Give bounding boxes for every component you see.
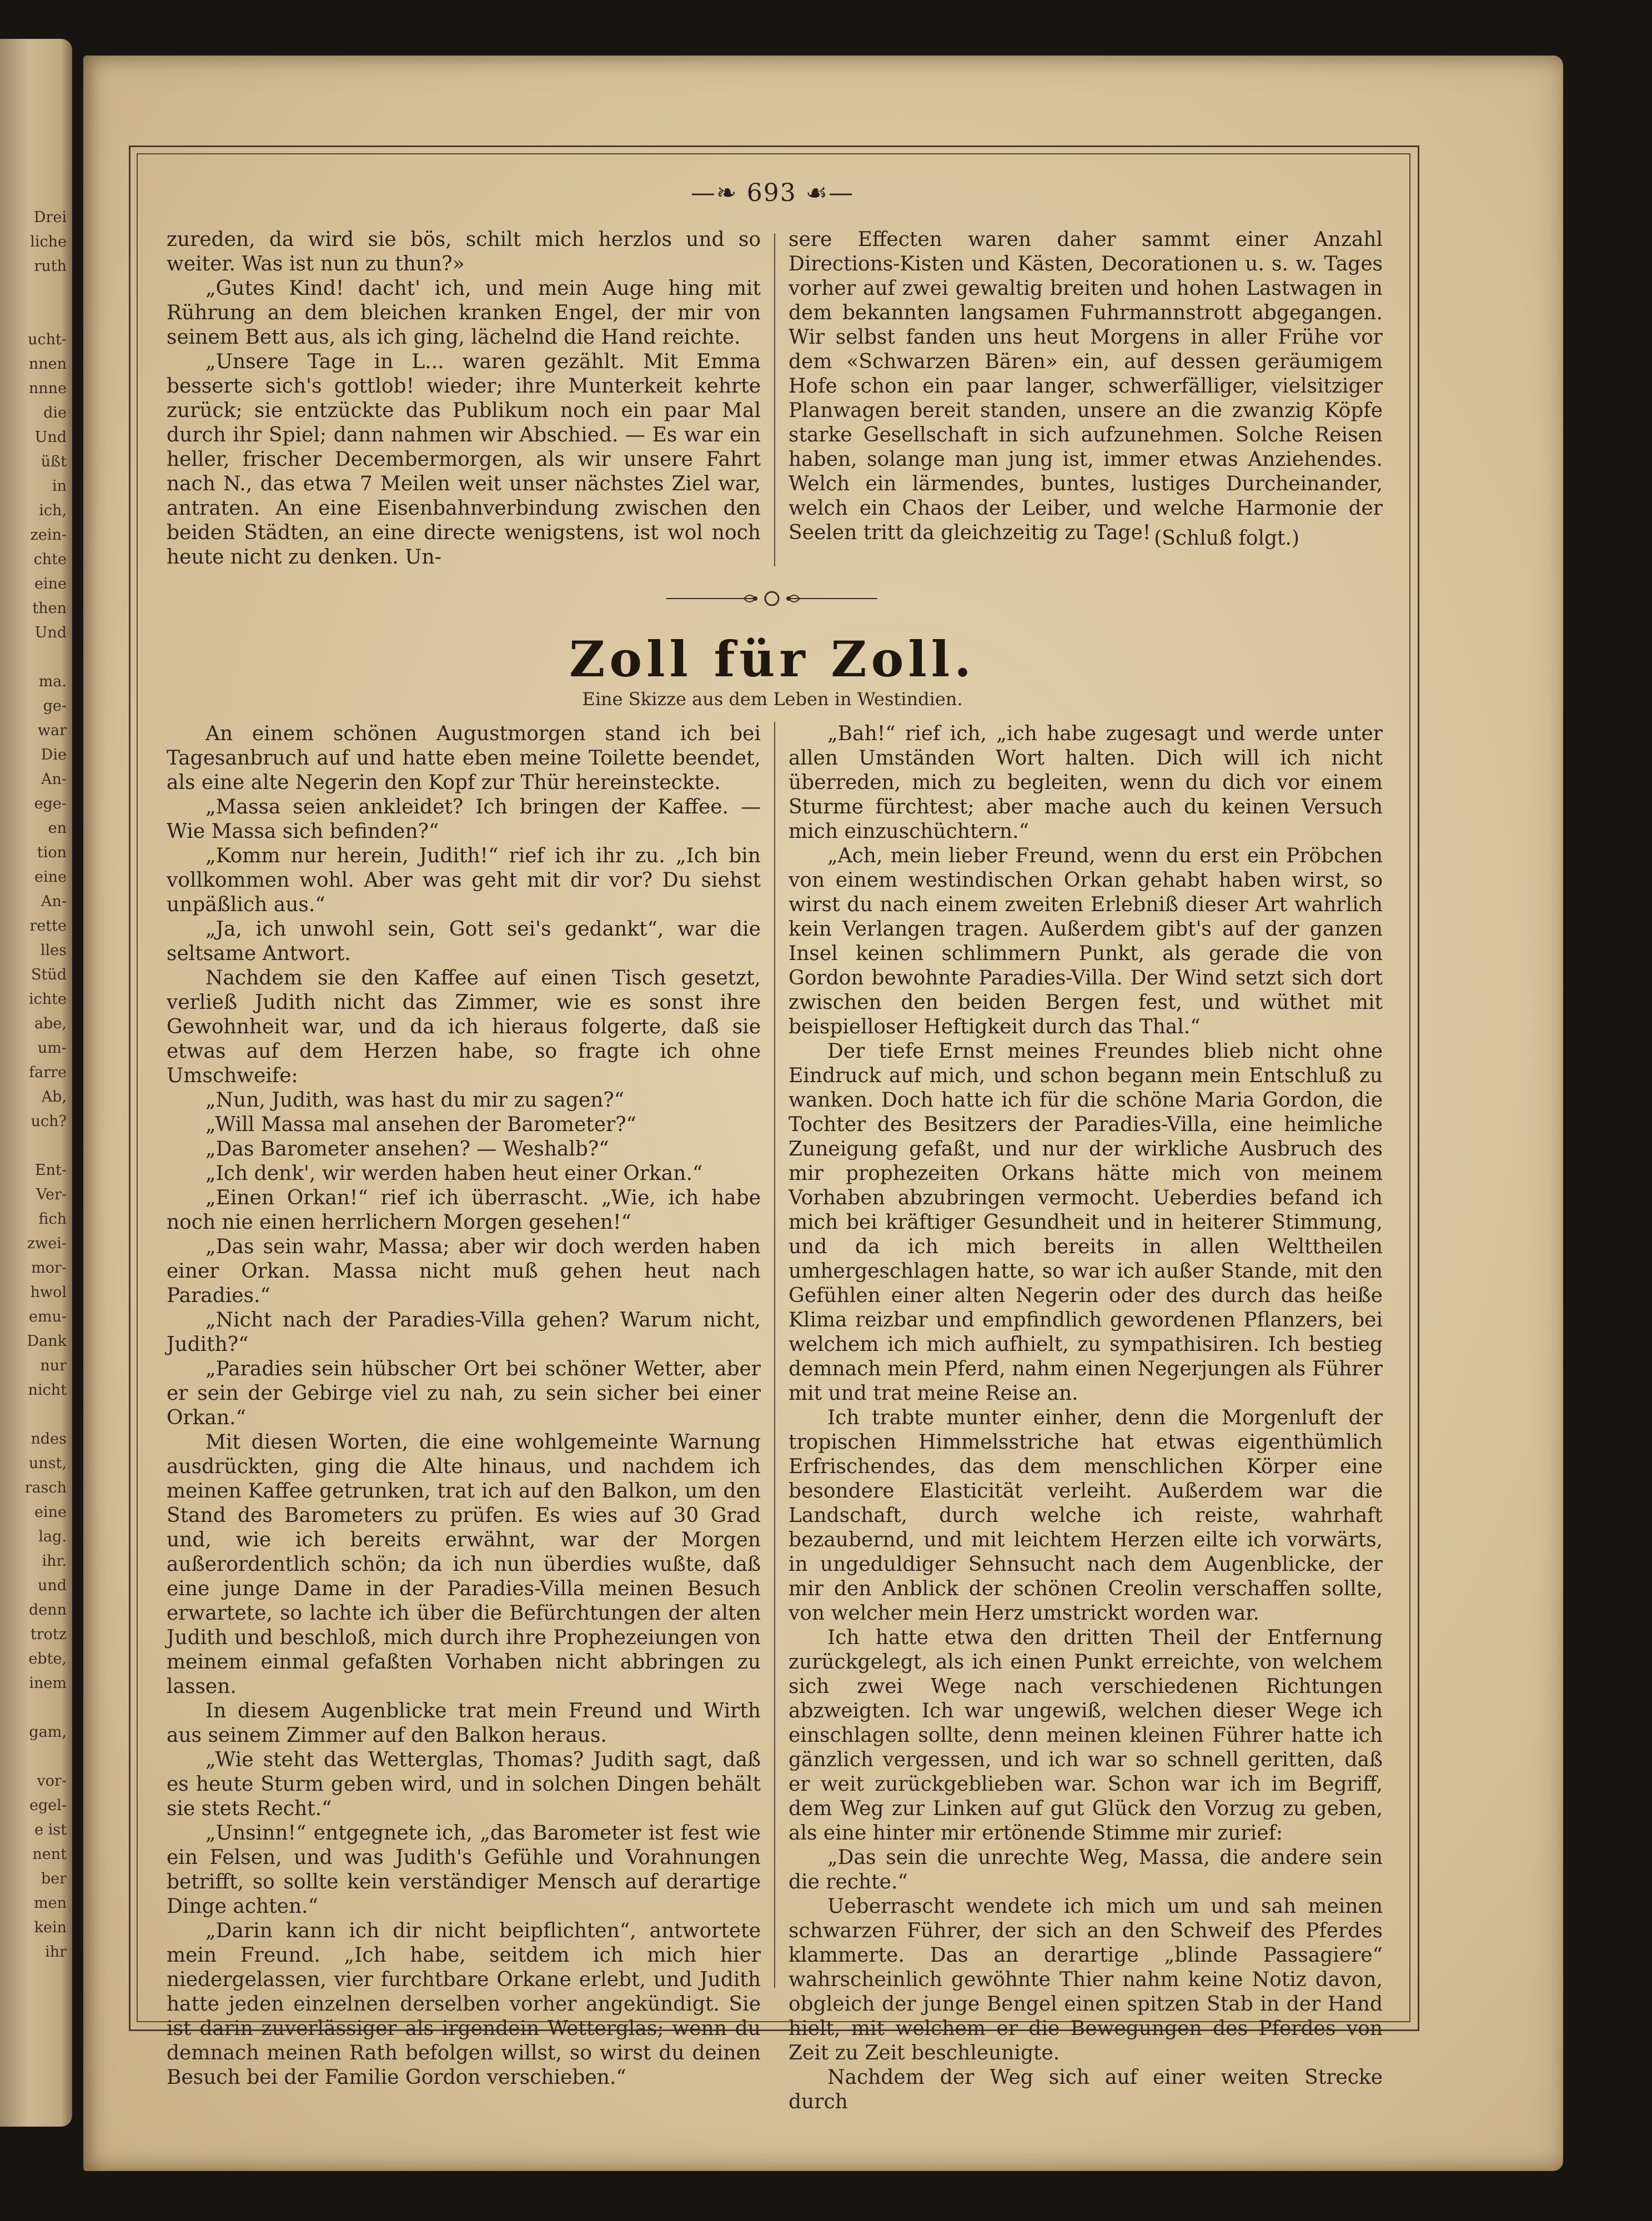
- paragraph: Mit diesen Worten, die eine wohlgemeinte Warnung ausdrückten, ging die Alte hinaus, und nachdem ich meinen Kaffee getrunken, trat ich auf den Balkon, um den Stand des Barometers zu prüfen. Es wies auf 30 Grad und, wie ich bereits erwähnt, war der Morgen außerordentlich schön; da ich nun überdies wußte, daß eine junge Dame in der Paradies-Villa meinen Besuch erwartete, so lachte ich über die Befürchtungen der alten Judith und beschloß, mich durch ihre Prophezeiungen von meinem einmal gefaßten Vorhaben nicht abbringen zu lassen.: [167, 1431, 761, 1698]
- paragraph: Ich hatte etwa den dritten Theil der Entfernung zurückgelegt, als ich einen Punkt erreichte, von welchem sich zwei Wege nach verschiedenen Richtungen abzweigten. Ich war ungewiß, welchen dieser Wege ich einschlagen sollte, denn meinen kleinen Führer hatte ich gänzlich vergessen, und ich war so schnell geritten, daß er weit zurückgeblieben war. Schon war ich im Begriff, dem Weg zur Linken auf gut Glück den Vorzug zu geben, als eine hinter mir ertönende Stimme mir zurief:: [789, 1626, 1383, 1845]
- adjacent-page-text-fragment: zwei-: [27, 1235, 67, 1252]
- adjacent-page-text-fragment: ihr: [45, 1943, 67, 1961]
- adjacent-page-text-fragment: fich: [38, 1210, 67, 1228]
- paragraph: Ueberrascht wendete ich mich um und sah meinen schwarzen Führer, der sich an den Schweif des Pferdes klammerte. Das an derartige „blinde Passagiere“ wahrscheinlich gewöhnte Thier nahm keine Notiz davon, obgleich der junge Bengel einen spitzen Stab in der Hand hielt, mit welchem er die Bewegungen des Pferdes von Zeit zu Zeit beschleunigte.: [789, 1895, 1383, 2064]
- adjacent-page-text-fragment: Dank: [27, 1333, 67, 1350]
- paragraph: In diesem Augenblicke trat mein Freund und Wirth aus seinem Zimmer auf den Balkon heraus.: [167, 1700, 761, 1747]
- column-top-left: [167, 228, 761, 570]
- adjacent-page-text-fragment: emu-: [28, 1308, 67, 1325]
- adjacent-page-text-fragment: egel-: [29, 1797, 67, 1814]
- paragraph: „Ja, ich unwohl sein, Gott sei's gedankt“, war die seltsame Antwort.: [167, 918, 761, 965]
- adjacent-page-text-fragment: then: [32, 600, 67, 617]
- section-divider-ornament: [661, 587, 883, 610]
- adjacent-page-text-fragment: die: [43, 404, 67, 421]
- adjacent-page-text-fragment: um-: [37, 1039, 67, 1057]
- adjacent-page-text-fragment: vor-: [37, 1772, 67, 1790]
- paragraph: Nachdem der Weg sich auf einer weiten Strecke durch: [789, 2066, 1383, 2113]
- adjacent-page-text-fragment: e ist: [34, 1821, 67, 1838]
- paragraph: „Nicht nach der Paradies-Villa gehen? Warum nicht, Judith?“: [167, 1309, 761, 1356]
- adjacent-page-text-fragment: gam,: [29, 1723, 67, 1741]
- adjacent-page-text-fragment: nur: [40, 1357, 67, 1374]
- adjacent-page-text-fragment: An-: [41, 771, 67, 788]
- continued-note-wrap: [789, 526, 1383, 551]
- adjacent-page-text-fragment: ichte: [29, 991, 67, 1008]
- adjacent-page-text-fragment: in: [52, 478, 67, 495]
- adjacent-page-text-fragment: zein-: [30, 526, 67, 544]
- paragraph: „Das Barometer ansehen? — Weshalb?“: [205, 1138, 609, 1160]
- adjacent-page-text-fragment: rasch: [24, 1479, 67, 1496]
- adjacent-page-text-fragment: ma.: [38, 673, 67, 690]
- paragraph: „Einen Orkan!“ rief ich überrascht. „Wie, ich habe noch nie einen herrlichern Morgen gesehen!“: [167, 1187, 761, 1234]
- column-bottom-right: [789, 722, 1383, 2114]
- adjacent-page-text-fragment: hwol: [30, 1284, 67, 1301]
- paragraph: An einem schönen Augustmorgen stand ich bei Tagesanbruch auf und hatte eben meine Toilette beendet, als eine alte Negerin den Kopf zur Thür hereinsteckte.: [167, 722, 761, 794]
- story-subtitle: Eine Skizze aus dem Leben in Westindien.: [582, 689, 963, 710]
- adjacent-page-edge: [0, 39, 72, 2127]
- paragraph: „Unsere Tage in L... waren gezählt. Mit Emma besserte sich's gottlob! wieder; ihre Munterkeit kehrte zurück; sie entzückte das Publikum noch ein paar Mal durch ihr Spiel; dann nahmen wir Abschied. — Es war ein heller, frischer Decembermorgen, als wir unsere Fahrt nach N., das etwa 7 Meilen weit unser nächstes Ziel war, antraten. An eine Eisenbahnverbindung zwischen den beiden Städten, an eine directe wenigstens, ist wol noch heute nicht zu denken. Un-: [167, 350, 761, 569]
- paragraph: „Gutes Kind! dacht' ich, und mein Auge hing mit Rührung an dem bleichen kranken Engel, der mir von seinem Bett aus, als ich ging, lächelnd die Hand reichte.: [167, 277, 761, 349]
- adjacent-page-text-fragment: unst,: [28, 1455, 67, 1472]
- adjacent-page-text-fragment: inem: [29, 1675, 67, 1692]
- paragraph: „Paradies sein hübscher Ort bei schöner Wetter, aber er sein der Gebirge viel zu nah, zu sein sicher bei einer Orkan.“: [167, 1358, 761, 1429]
- column-top-right: [789, 228, 1383, 545]
- adjacent-page-text-fragment: farre: [29, 1064, 67, 1081]
- paragraph: zureden, da wird sie bös, schilt mich herzlos und so weiter. Was ist nun zu thun?»: [167, 228, 761, 275]
- paragraph: „Ach, mein lieber Freund, wenn du erst ein Pröbchen von einem westindischen Orkan gehabt haben wirst, so wirst du nach einem zweiten Erlebniß dieser Art wahrlich kein Verlangen tragen. Außerdem gibt's auf der ganzen Insel keinen schlimmern Punkt, als gerade die von Gordon bewohnte Paradies-Villa. Der Wind setzt sich dort zwischen den beiden Bergen fest, und wüthet mit beispielloser Heftigkeit durch das Thal.“: [789, 845, 1383, 1038]
- column-bottom-left: [167, 722, 761, 2090]
- adjacent-page-text-fragment: Die: [41, 746, 67, 763]
- adjacent-page-text-fragment: ihr.: [42, 1552, 67, 1570]
- adjacent-page-text-fragment: Ab,: [41, 1088, 67, 1106]
- paragraph: Der tiefe Ernst meines Freundes blieb nicht ohne Eindruck auf mich, und schon begann mein Entschluß zu wanken. Doch hatte ich für die schöne Maria Gordon, die Tochter des Besitzers der Paradies-Villa, eine heimliche Zuneigung gefaßt, und nur der wirkliche Ausbruch des mir prophezeiten Orkans hätte mich von meinem Vorhaben abzubringen vermocht. Ueberdies befand ich mich bei kräftiger Gesundheit und in heiterer Stimmung, und da ich mich bereits in allen Welttheilen umhergeschlagen hatte, so war ich außer Stande, mit den Gefühlen einer alten Negerin oder des durch das heiße Klima reizbar und empfindlich gewordenen Pflanzers, bei welchem ich mich aufhielt, zu sympathisiren. Ich bestieg demnach mein Pferd, nahm einen Negerjungen als Führer mit und trat meine Reise an.: [789, 1040, 1383, 1405]
- adjacent-page-text-fragment: tion: [37, 844, 67, 861]
- adjacent-page-text-fragment: en: [48, 820, 67, 837]
- adjacent-page-text-fragment: ndes: [31, 1430, 67, 1448]
- paragraph: „Ich denk', wir werden haben heut einer Orkan.“: [205, 1162, 703, 1185]
- adjacent-page-text-fragment: Und: [34, 624, 67, 641]
- paragraph: „Massa seien ankleidet? Ich bringen der Kaffee. — Wie Massa sich befinden?“: [167, 796, 761, 843]
- paragraph: „Darin kann ich dir nicht beipflichten“, antwortete mein Freund. „Ich habe, seitdem ich mich hier niedergelassen, vier furchtbare Orkane erlebt, und Judith hatte jeden einzelnen derselben vorher angekündigt. Sie ist darin zuverlässiger als irgendein Wetterglas; wenn du demnach meinen Rath befolgen willst, so wirst du deinen Besuch bei der Familie Gordon verschieben.“: [167, 1919, 761, 2089]
- header-ornament-right: ☙—: [796, 179, 855, 207]
- paragraph: „Will Massa mal ansehen der Barometer?“: [205, 1113, 636, 1136]
- paragraph: „Das sein die unrechte Weg, Massa, die andere sein die rechte.“: [789, 1846, 1383, 1893]
- adjacent-page-text-fragment: Und: [34, 429, 67, 446]
- adjacent-page-text-fragment: war: [37, 722, 67, 739]
- adjacent-page-text-fragment: An-: [41, 893, 67, 910]
- adjacent-page-text-fragment: lag.: [38, 1528, 67, 1545]
- paragraph: „Nun, Judith, was hast du mir zu sagen?“: [205, 1089, 625, 1112]
- adjacent-page-text-fragment: nicht: [28, 1381, 67, 1399]
- paragraph: „Bah!“ rief ich, „ich habe zugesagt und werde unter allen Umständen Wort halten. Dich will ich nicht überreden, mich zu begleiten, wenn du dich vor einem Sturme fürchtest; aber mache auch du keinen Versuch mich einzuschüchtern.“: [789, 722, 1383, 843]
- adjacent-page-text-fragment: ruth: [34, 258, 67, 275]
- page-number: 693: [746, 179, 797, 207]
- paragraph: „Unsinn!“ entgegnete ich, „das Barometer ist fest wie ein Felsen, und was Judith's Gefühle und Vorahnungen betrifft, so sollte kein verständiger Mensch auf derartige Dinge achten.“: [167, 1822, 761, 1918]
- paragraph: sere Effecten waren daher sammt einer Anzahl Directions-Kisten und Kästen, Decorationen u. s. w. Tages vorher auf zwei gewaltig breiten und hohen Lastwagen in dem bekannten langsamen Fuhrmannstrott abgegangen. Wir selbst fanden uns heut Morgens in aller Frühe vor dem «Schwarzen Bären» ein, auf dessen geräumigem Hofe schon ein paar langer, schwerfälliger, vielsitziger Planwagen bereit standen, unsere an die zwanzig Köpfe starke Gesellschaft in sich aufzunehmen. Solche Reisen haben, solange man jung ist, immer etwas Anziehendes. Welch ein lärmendes, buntes, lustiges Durcheinander, welch ein Chaos der Leiber, und welche Harmonie der Seelen tritt da gleichzeitig zu Tage!: [789, 228, 1383, 544]
- adjacent-page-text-fragment: eine: [34, 575, 67, 592]
- adjacent-page-text-fragment: ucht-: [28, 331, 67, 348]
- adjacent-page-text-fragment: chte: [33, 551, 67, 568]
- adjacent-page-text-fragment: nent: [32, 1846, 67, 1863]
- adjacent-page-text-fragment: eine: [34, 868, 67, 886]
- adjacent-page-text-fragment: Ver-: [36, 1186, 67, 1203]
- paragraph: „Komm nur herein, Judith!“ rief ich ihr zu. „Ich bin vollkommen wohl. Aber was geht mit dir vor? Du siehst unpäßlich aus.“: [167, 845, 761, 916]
- adjacent-page-text-fragment: ege-: [34, 795, 67, 812]
- column-divider-top: [774, 233, 775, 566]
- adjacent-page-text-fragment: ich,: [39, 502, 67, 519]
- paragraph: Ich trabte munter einher, denn die Morgenluft der tropischen Himmelsstriche hat etwas eigenthümlich Erfrischendes, das dem menschlichen Körper eine besondere Elasticität verleiht. Außerdem war die Landschaft, durch welche ich reiste, wahrhaft bezaubernd, und mit leichtem Herzen eilte ich vorwärts, in ungeduldiger Sehnsucht nach dem Augenblicke, der mir den Anblick der schönen Creolin verschaffen sollte, von welcher mein Herz umstrickt worden war.: [789, 1406, 1383, 1625]
- adjacent-page-text-fragment: mor-: [31, 1259, 67, 1277]
- adjacent-page-text-fragment: ber: [41, 1870, 67, 1887]
- to-be-continued: (Schluß folgt.): [1154, 527, 1299, 550]
- adjacent-page-text-fragment: eine: [34, 1504, 67, 1521]
- adjacent-page-text-fragment: abe,: [34, 1015, 67, 1032]
- adjacent-page-text-fragment: liche: [30, 233, 67, 250]
- adjacent-page-text-fragment: lles: [40, 942, 67, 959]
- adjacent-page-text-fragment: und: [37, 1577, 67, 1594]
- adjacent-page-text-fragment: ge-: [43, 697, 67, 715]
- adjacent-page-text-fragment: kein: [34, 1919, 67, 1936]
- adjacent-page-text-fragment: Ent-: [34, 1162, 67, 1179]
- adjacent-page-text-fragment: Drei: [33, 209, 67, 226]
- adjacent-page-text-fragment: ebte,: [28, 1650, 67, 1667]
- adjacent-page-text-fragment: rette: [29, 917, 67, 934]
- paragraph: Nachdem sie den Kaffee auf einen Tisch gesetzt, verließ Judith nicht das Zimmer, wie es sonst ihre Gewohnheit war, und da ich hieraus folgerte, daß sie etwas auf dem Herzen habe, so fragte ich ohne Umschweife:: [167, 967, 761, 1087]
- paragraph: „Wie steht das Wetterglas, Thomas? Judith sagt, daß es heute Sturm geben wird, und in solchen Dingen behält sie stets Recht.“: [167, 1748, 761, 1820]
- adjacent-page-text-fragment: üßt: [41, 453, 67, 470]
- header-ornament-left: —❧: [690, 179, 747, 207]
- adjacent-page-text-fragment: trotz: [30, 1626, 67, 1643]
- adjacent-page-text-fragment: Stüd: [31, 966, 67, 983]
- adjacent-page-text-fragment: uch?: [31, 1113, 67, 1130]
- adjacent-page-text-fragment: men: [34, 1895, 67, 1912]
- adjacent-page-text-fragment: nnen: [28, 355, 67, 373]
- story-title: Zoll für Zoll.: [569, 630, 976, 688]
- adjacent-page-text-fragment: denn: [28, 1601, 67, 1619]
- page-header: [129, 179, 1416, 207]
- column-divider-bottom: [774, 722, 775, 1988]
- paragraph: „Das sein wahr, Massa; aber wir doch werden haben einer Orkan. Massa nicht muß gehen heut nach Paradies.“: [167, 1235, 761, 1307]
- adjacent-page-text-fragment: nnne: [28, 380, 67, 397]
